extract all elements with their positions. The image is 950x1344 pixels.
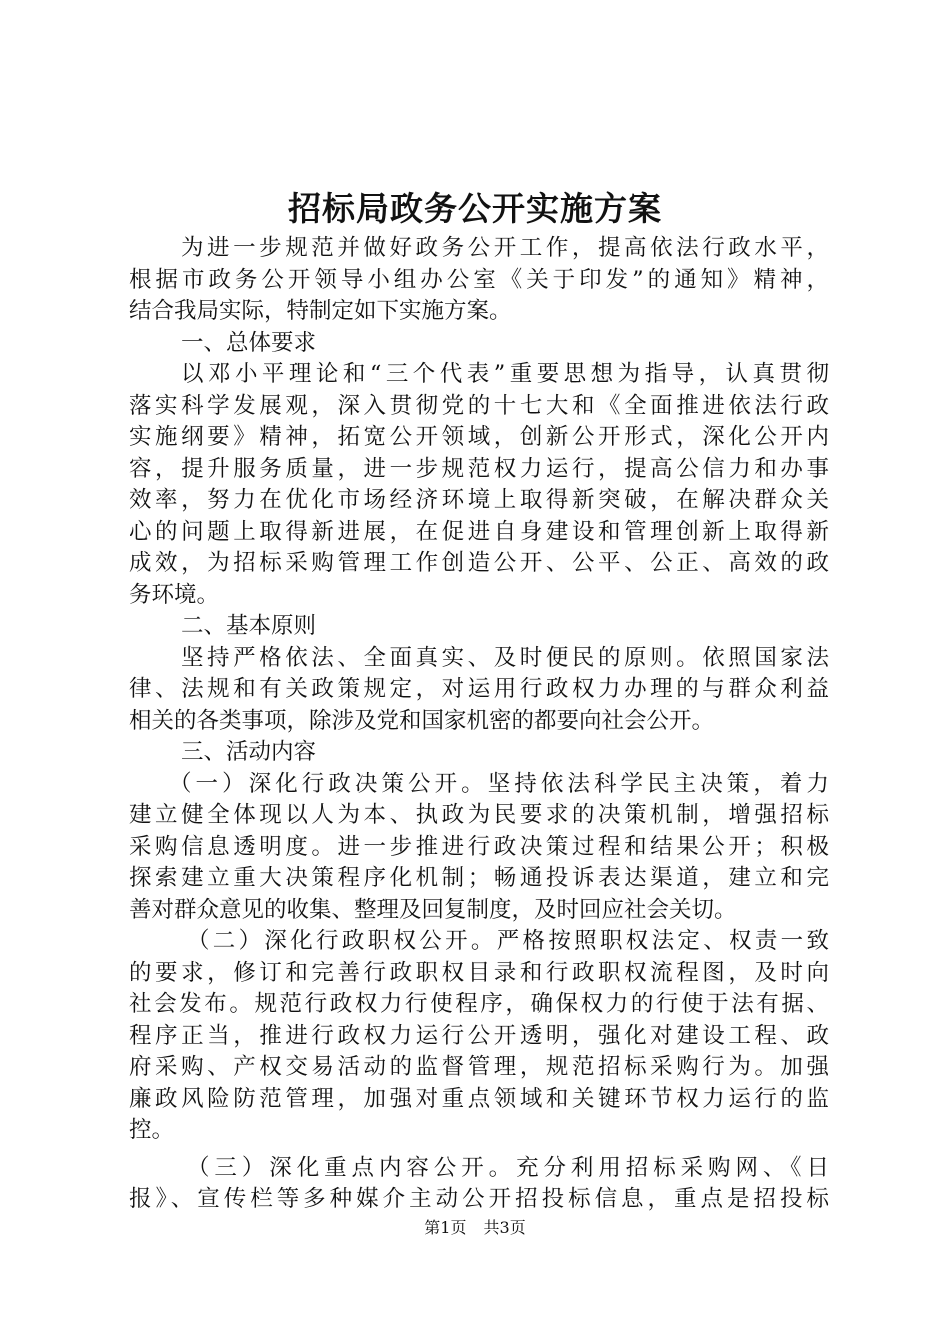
paragraph-line: 采购信息透明度。进一步推进行政决策过程和结果公开；积极 [129, 833, 829, 860]
paragraph-line: 社会发布。规范行政权力行使程序，确保权力的行使于法有据、 [129, 991, 829, 1017]
paragraph-line: 坚持严格依法、全面真实、及时便民的原则。依照国家法 [181, 644, 829, 671]
paragraph-line: 心的问题上取得新进展，在促进自身建设和管理创新上取得新 [129, 518, 829, 545]
paragraph-line: 效率，努力在优化市场经济环境上取得新突破，在解决群众关 [129, 487, 829, 513]
paragraph-line: 律、法规和有关政策规定，对运用行政权力办理的与群众利益 [129, 676, 829, 702]
paragraph-line: 廉政风险防范管理，加强对重点领域和关键环节权力运行的监 [129, 1085, 829, 1112]
paragraph-line: 务环境。 [129, 581, 220, 608]
page-footer [0, 1216, 950, 1240]
document-title: 招标局政务公开实施方案 [288, 189, 662, 228]
paragraph-line: 建立健全体现以人为本、执政为民要求的决策机制，增强招标 [129, 802, 829, 828]
paragraph-line: 相关的各类事项，除涉及党和国家机密的都要向社会公开。 [129, 707, 715, 734]
paragraph-line: 善对群众意见的收集、整理及回复制度，及时回应社会关切。 [129, 896, 737, 923]
paragraph-line: 以邓小平理论和“三个代表”重要思想为指导，认真贯彻 [181, 361, 829, 387]
paragraph-line: 的要求，修订和完善行政职权目录和行政职权流程图，及时向 [129, 959, 829, 986]
paragraph-line: 根据市政务公开领导小组办公室《关于印发”的通知》精神， [129, 266, 829, 293]
paragraph-line: （二）深化行政职权公开。严格按照职权法定、权责一致 [187, 928, 829, 954]
paragraph-line: 府采购、产权交易活动的监督管理，规范招标采购行为。加强 [129, 1054, 829, 1080]
paragraph-line: 结合我局实际，特制定如下实施方案。 [129, 298, 512, 324]
paragraph-line: 落实科学发展观，深入贯彻党的十七大和《全面推进依法行政 [129, 392, 829, 419]
paragraph-line: 报》、宣传栏等多种媒介主动公开招投标信息，重点是招投标 [129, 1186, 829, 1212]
section-heading: 二、基本原则 [181, 613, 317, 639]
paragraph-line: 为进一步规范并做好政务公开工作，提高依法行政水平， [181, 235, 829, 261]
document-body [129, 233, 829, 1216]
paragraph-line: （三）深化重点内容公开。充分利用招标采购网、《日 [187, 1154, 829, 1181]
section-heading: 一、总体要求 [181, 329, 317, 356]
page-total: 共3页 [483, 1218, 526, 1237]
paragraph-line: （一）深化行政决策公开。坚持依法科学民主决策，着力 [169, 770, 829, 797]
paragraph-line: 实施纲要》精神，拓宽公开领域，创新公开形式，深化公开内 [129, 424, 829, 450]
paragraph-line: 成效，为招标采购管理工作创造公开、公平、公正、高效的政 [129, 550, 829, 576]
paragraph-line: 程序正当，推进行政权力运行公开透明，强化对建设工程、政 [129, 1022, 829, 1049]
paragraph-line: 控。 [129, 1117, 175, 1143]
page-number: 第1页 [424, 1218, 467, 1237]
section-heading: 三、活动内容 [181, 739, 317, 765]
paragraph-line: 容，提升服务质量，进一步规范权力运行，提高公信力和办事 [129, 455, 829, 482]
paragraph-line: 探索建立重大决策程序化机制；畅通投诉表达渠道，建立和完 [129, 865, 829, 891]
